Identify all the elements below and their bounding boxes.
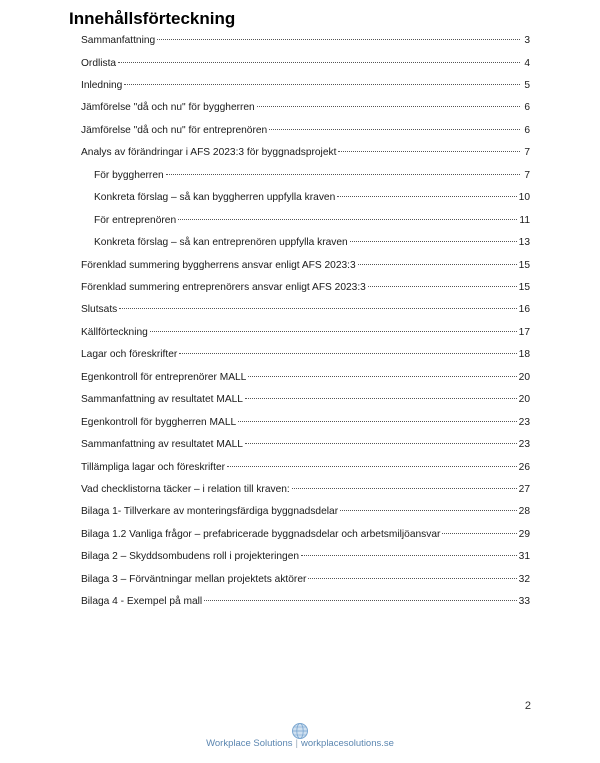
toc-entry-text: Jämförelse "då och nu" för entreprenören (81, 124, 268, 136)
toc-entry-page: 23 (518, 416, 530, 428)
toc-entry-page: 31 (518, 551, 530, 563)
toc-entry[interactable] (81, 595, 530, 609)
toc-entry-leader (118, 62, 520, 63)
toc-entry[interactable] (81, 505, 530, 519)
footer-company: Workplace Solutions (206, 738, 293, 749)
toc-entry-text: Källförteckning (81, 326, 148, 338)
toc-entry-leader (338, 151, 520, 152)
toc-entry-page: 7 (524, 169, 530, 181)
toc-entry-text: Egenkontroll för entreprenörer MALL (81, 371, 247, 383)
toc-entry-text: Sammanfattning (81, 35, 156, 46)
toc-entry-text: Lagar och föreskrifter (81, 349, 178, 361)
toc-entry-page: 32 (518, 573, 530, 585)
toc-entry-page: 23 (518, 439, 530, 451)
toc-entry-leader (358, 264, 517, 265)
toc-entry-leader (119, 308, 516, 309)
toc-entry-text: För entreprenören (94, 214, 177, 226)
toc-entry-text: Förenklad summering byggherrens ansvar enligt AFS 2023:3 (81, 259, 356, 271)
toc-entry-page: 27 (518, 484, 530, 495)
toc-entry-page: 17 (518, 326, 530, 338)
toc-entry-page: 28 (518, 506, 530, 518)
toc-entry-page: 20 (518, 394, 530, 406)
toc-entry-leader (269, 129, 520, 130)
toc-entry-text: Tillämpliga lagar och föreskrifter (81, 461, 225, 473)
toc-entry-leader (292, 488, 517, 489)
footer-separator: | (295, 738, 298, 749)
toc-entry-leader (245, 443, 517, 444)
toc-entry-text: Bilaga 1- Tillverkare av monteringsfärdiga byggnadsdelar (81, 506, 339, 518)
toc-entry-leader (301, 555, 517, 556)
toc-entry-page: 7 (524, 147, 530, 159)
toc-entry-leader (124, 84, 520, 85)
toc-entry-text: Konkreta förslag – så kan entreprenören uppfylla kraven (94, 237, 348, 248)
toc-entry-page: 4 (524, 57, 530, 69)
page-number: 2 (524, 700, 531, 712)
toc-entry-text: Jämförelse "då och nu" för byggherren (81, 102, 255, 114)
toc-entry-page: 6 (524, 102, 530, 114)
toc-entry-page: 20 (518, 371, 530, 383)
toc-entry[interactable] (81, 101, 530, 115)
toc-entry-leader (227, 466, 517, 467)
toc-entry-page: 15 (518, 281, 530, 293)
toc-entry[interactable] (81, 550, 530, 564)
toc-entry-leader (245, 398, 517, 399)
toc-entry-text: Egenkontroll för byggherren MALL (81, 416, 237, 428)
toc-entry-text: Sammanfattning av resultatet MALL (81, 439, 243, 451)
toc-entry-text: Inledning (81, 79, 123, 91)
toc-entry-page: 10 (518, 192, 530, 204)
toc-entry[interactable] (81, 326, 530, 340)
toc-entry-text: För byggherren (94, 169, 164, 181)
toc-entry[interactable] (81, 461, 530, 475)
toc-entry-text: Sammanfattning av resultatet MALL (81, 394, 243, 406)
toc-entry-text: Bilaga 3 – Förväntningar mellan projektets aktörer (81, 573, 307, 585)
toc-entry[interactable] (81, 348, 530, 362)
toc-entry-leader (350, 241, 517, 242)
toc-entry-leader (248, 376, 516, 377)
toc-entry-leader (308, 578, 516, 579)
toc-entry-text: Bilaga 1.2 Vanliga frågor – prefabricerade byggnadsdelar och arbetsmiljöansvar (81, 528, 441, 540)
toc-title: Innehållsförteckning (69, 9, 236, 28)
toc-entry-page: 6 (524, 124, 530, 136)
toc-entry[interactable] (81, 371, 530, 385)
toc-entry-leader (442, 533, 516, 534)
toc-entry-page: 11 (519, 214, 530, 226)
toc-entry-leader (166, 174, 520, 175)
toc-entry[interactable] (81, 438, 530, 452)
toc-entry-leader (157, 39, 520, 40)
toc-entry-page: 33 (518, 596, 530, 608)
toc-entry[interactable] (81, 573, 530, 587)
toc-entry-leader (337, 196, 516, 197)
toc-entry-text: Slutsats (81, 304, 118, 316)
toc-entry-page: 15 (518, 259, 530, 271)
toc-entry[interactable] (94, 214, 530, 228)
toc-entry[interactable] (81, 303, 530, 317)
toc-entry-text: Bilaga 4 - Exempel på mall (81, 596, 203, 608)
toc-entry-leader (150, 331, 517, 332)
toc-entry[interactable] (81, 79, 530, 93)
toc-entry[interactable] (81, 416, 530, 430)
toc-entry-leader (178, 219, 517, 220)
toc-entry-page: 26 (518, 461, 530, 473)
toc-entry-page: 16 (518, 304, 530, 316)
toc-entry-page: 5 (524, 79, 530, 91)
toc-entry-page: 13 (518, 237, 530, 248)
toc-entry[interactable] (94, 191, 530, 205)
toc-entry[interactable] (81, 483, 530, 497)
toc-entry[interactable] (81, 124, 530, 138)
toc-entry-leader (340, 510, 517, 511)
toc-entry-text: Konkreta förslag – så kan byggherren uppfylla kraven (94, 192, 336, 204)
footer-text (0, 738, 600, 749)
toc-entry[interactable] (94, 169, 530, 183)
toc-entry-page: 29 (518, 528, 530, 540)
toc-entry[interactable] (81, 34, 530, 48)
toc-entry-text: Bilaga 2 – Skyddsombudens roll i projekteringen (81, 551, 300, 563)
toc-entry[interactable] (81, 57, 530, 71)
toc-entry[interactable] (81, 528, 530, 542)
toc-entry-leader (204, 600, 516, 601)
toc-entry-page: 3 (524, 35, 530, 46)
toc-entry-leader (257, 106, 520, 107)
toc-entry[interactable] (81, 259, 530, 273)
toc-entry[interactable] (81, 393, 530, 407)
toc-entry-text: Ordlista (81, 57, 117, 69)
toc-entry-page: 18 (518, 349, 530, 361)
toc-entry-leader (179, 353, 516, 354)
toc-entry-leader (368, 286, 517, 287)
toc-entry[interactable] (81, 146, 530, 160)
toc-entry[interactable] (94, 236, 530, 250)
toc-entry[interactable] (81, 281, 530, 295)
toc-entry-text: Förenklad summering entreprenörers ansvar enligt AFS 2023:3 (81, 281, 366, 293)
toc-entry-leader (238, 421, 516, 422)
footer-website[interactable]: workplacesolutions.se (300, 738, 394, 749)
toc-entry-text: Vad checklistorna täcker – i relation till kraven: (81, 484, 290, 495)
toc-entry-text: Analys av förändringar i AFS 2023:3 för byggnadsprojekt (81, 147, 337, 159)
